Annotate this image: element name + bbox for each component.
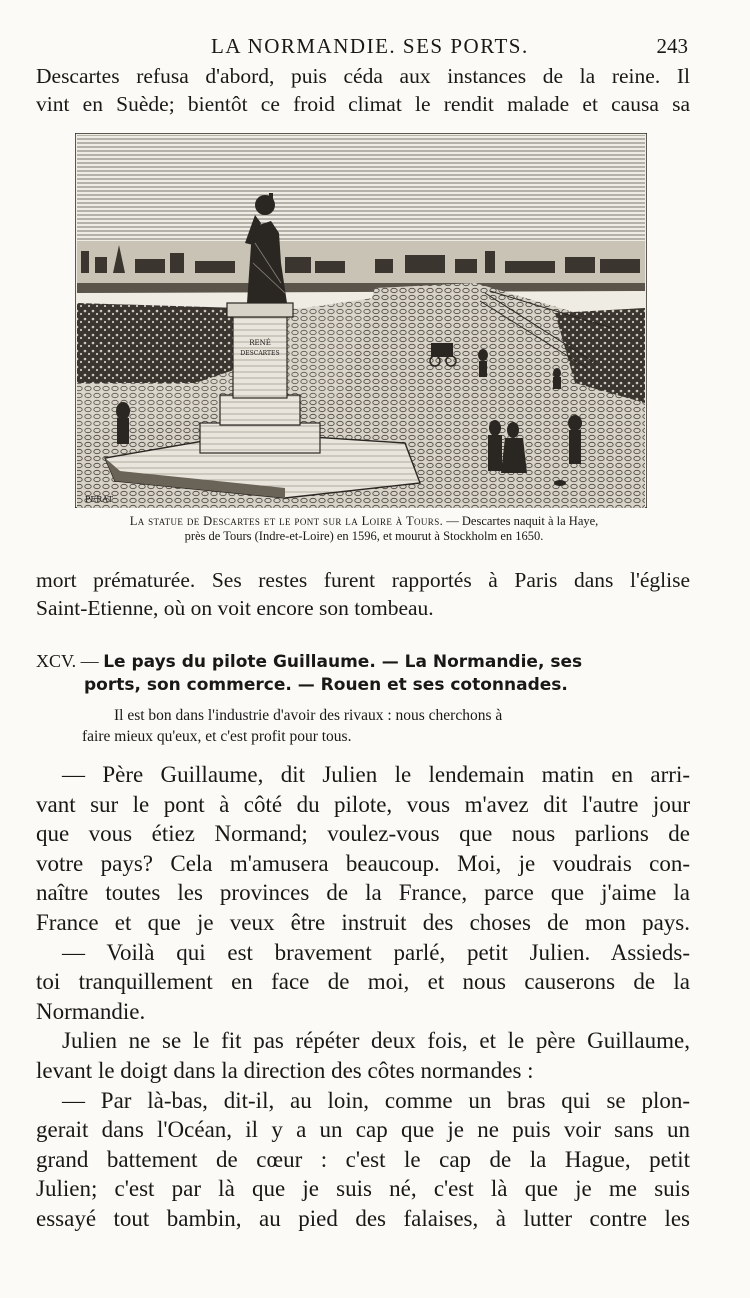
section-title-line-2: ports, son commerce. — Rouen et ses cotonnades. xyxy=(84,675,568,695)
text-line: vint en Suède; bientôt ce froid climat le rendit malade et causa sa xyxy=(36,92,690,116)
body-text xyxy=(36,760,690,1234)
text-line: — Voilà qui est bravement parlé, petit Julien. Assieds- xyxy=(62,939,690,965)
text-line: votre pays? Cela m'amusera beaucoup. Moi, je voudrais con- xyxy=(36,850,690,876)
epigraph-line-2: faire mieux qu'eux, et c'est profit pour tous. xyxy=(82,728,352,745)
text-line: essayé tout bambin, au pied des falaises, à lutter contre les xyxy=(36,1205,690,1231)
epigraph xyxy=(36,705,690,747)
text-line: France et que je veux être instruit des choses de mon pays. xyxy=(36,909,690,935)
section-number: XCV. — xyxy=(36,651,99,671)
figure-caption xyxy=(36,514,692,544)
text-line: Julien ne se le fit pas répéter deux fois, et le père Guillaume, xyxy=(62,1028,690,1054)
text-line: Descartes refusa d'abord, puis céda aux instances de la reine. Il xyxy=(36,64,690,88)
text-line: vant sur le pont à côté du pilote, vous m'avez dit l'autre jour xyxy=(36,791,690,817)
text-line: que vous étiez Normand; voulez-vous que nous parlions de xyxy=(36,821,690,847)
epigraph-line-1: Il est bon dans l'industrie d'avoir des rivaux : nous cherchons à xyxy=(114,707,503,724)
section-title-line-1: Le pays du pilote Guillaume. — La Normandie, ses xyxy=(103,652,583,672)
top-paragraph xyxy=(36,62,690,118)
page-header xyxy=(36,34,690,62)
text-line: levant le doigt dans la direction des côtes normandes : xyxy=(36,1057,534,1083)
section-heading xyxy=(36,650,690,696)
page-number: 243 xyxy=(656,34,688,58)
text-line: toi tranquillement en face de moi, et nous causerons de la xyxy=(36,969,690,995)
engraving-illustration xyxy=(75,133,647,508)
text-line: Saint-Etienne, où on voit encore son tombeau. xyxy=(36,596,434,620)
running-title: LA NORMANDIE. SES PORTS. xyxy=(211,34,529,58)
caption-lead: La statue de Descartes et le pont sur la Loire à Tours. xyxy=(129,514,444,528)
text-line: grand battement de cœur : c'est le cap de la Hague, petit xyxy=(36,1146,690,1172)
caption-rest: — Descartes naquit à la Haye, xyxy=(443,514,599,528)
text-line: Normandie. xyxy=(36,998,146,1024)
text-line: — Père Guillaume, dit Julien le lendemain matin en arri- xyxy=(62,762,690,787)
text-line: naître toutes les provinces de la France, parce que j'aime la xyxy=(36,880,690,906)
text-line: Julien; c'est par là que je suis né, c'est là que je me suis xyxy=(36,1176,690,1202)
pedestal-inscription-1: RENÉ xyxy=(249,339,271,347)
after-figure-paragraph xyxy=(36,566,690,622)
text-line: — Par là-bas, dit-il, au loin, comme un bras qui se plon- xyxy=(62,1087,690,1113)
caption-line-2: près de Tours (Indre-et-Loire) en 1596, et mourut à Stockholm en 1650. xyxy=(184,529,544,543)
text-line: gerait dans l'Océan, il y a un cap que je ne puis voir sans un xyxy=(36,1117,690,1143)
engraver-signature: PERAT xyxy=(85,495,113,504)
pedestal-inscription-2: DESCARTES xyxy=(240,350,280,357)
text-line: mort prématurée. Ses restes furent rapportés à Paris dans l'église xyxy=(36,568,690,592)
